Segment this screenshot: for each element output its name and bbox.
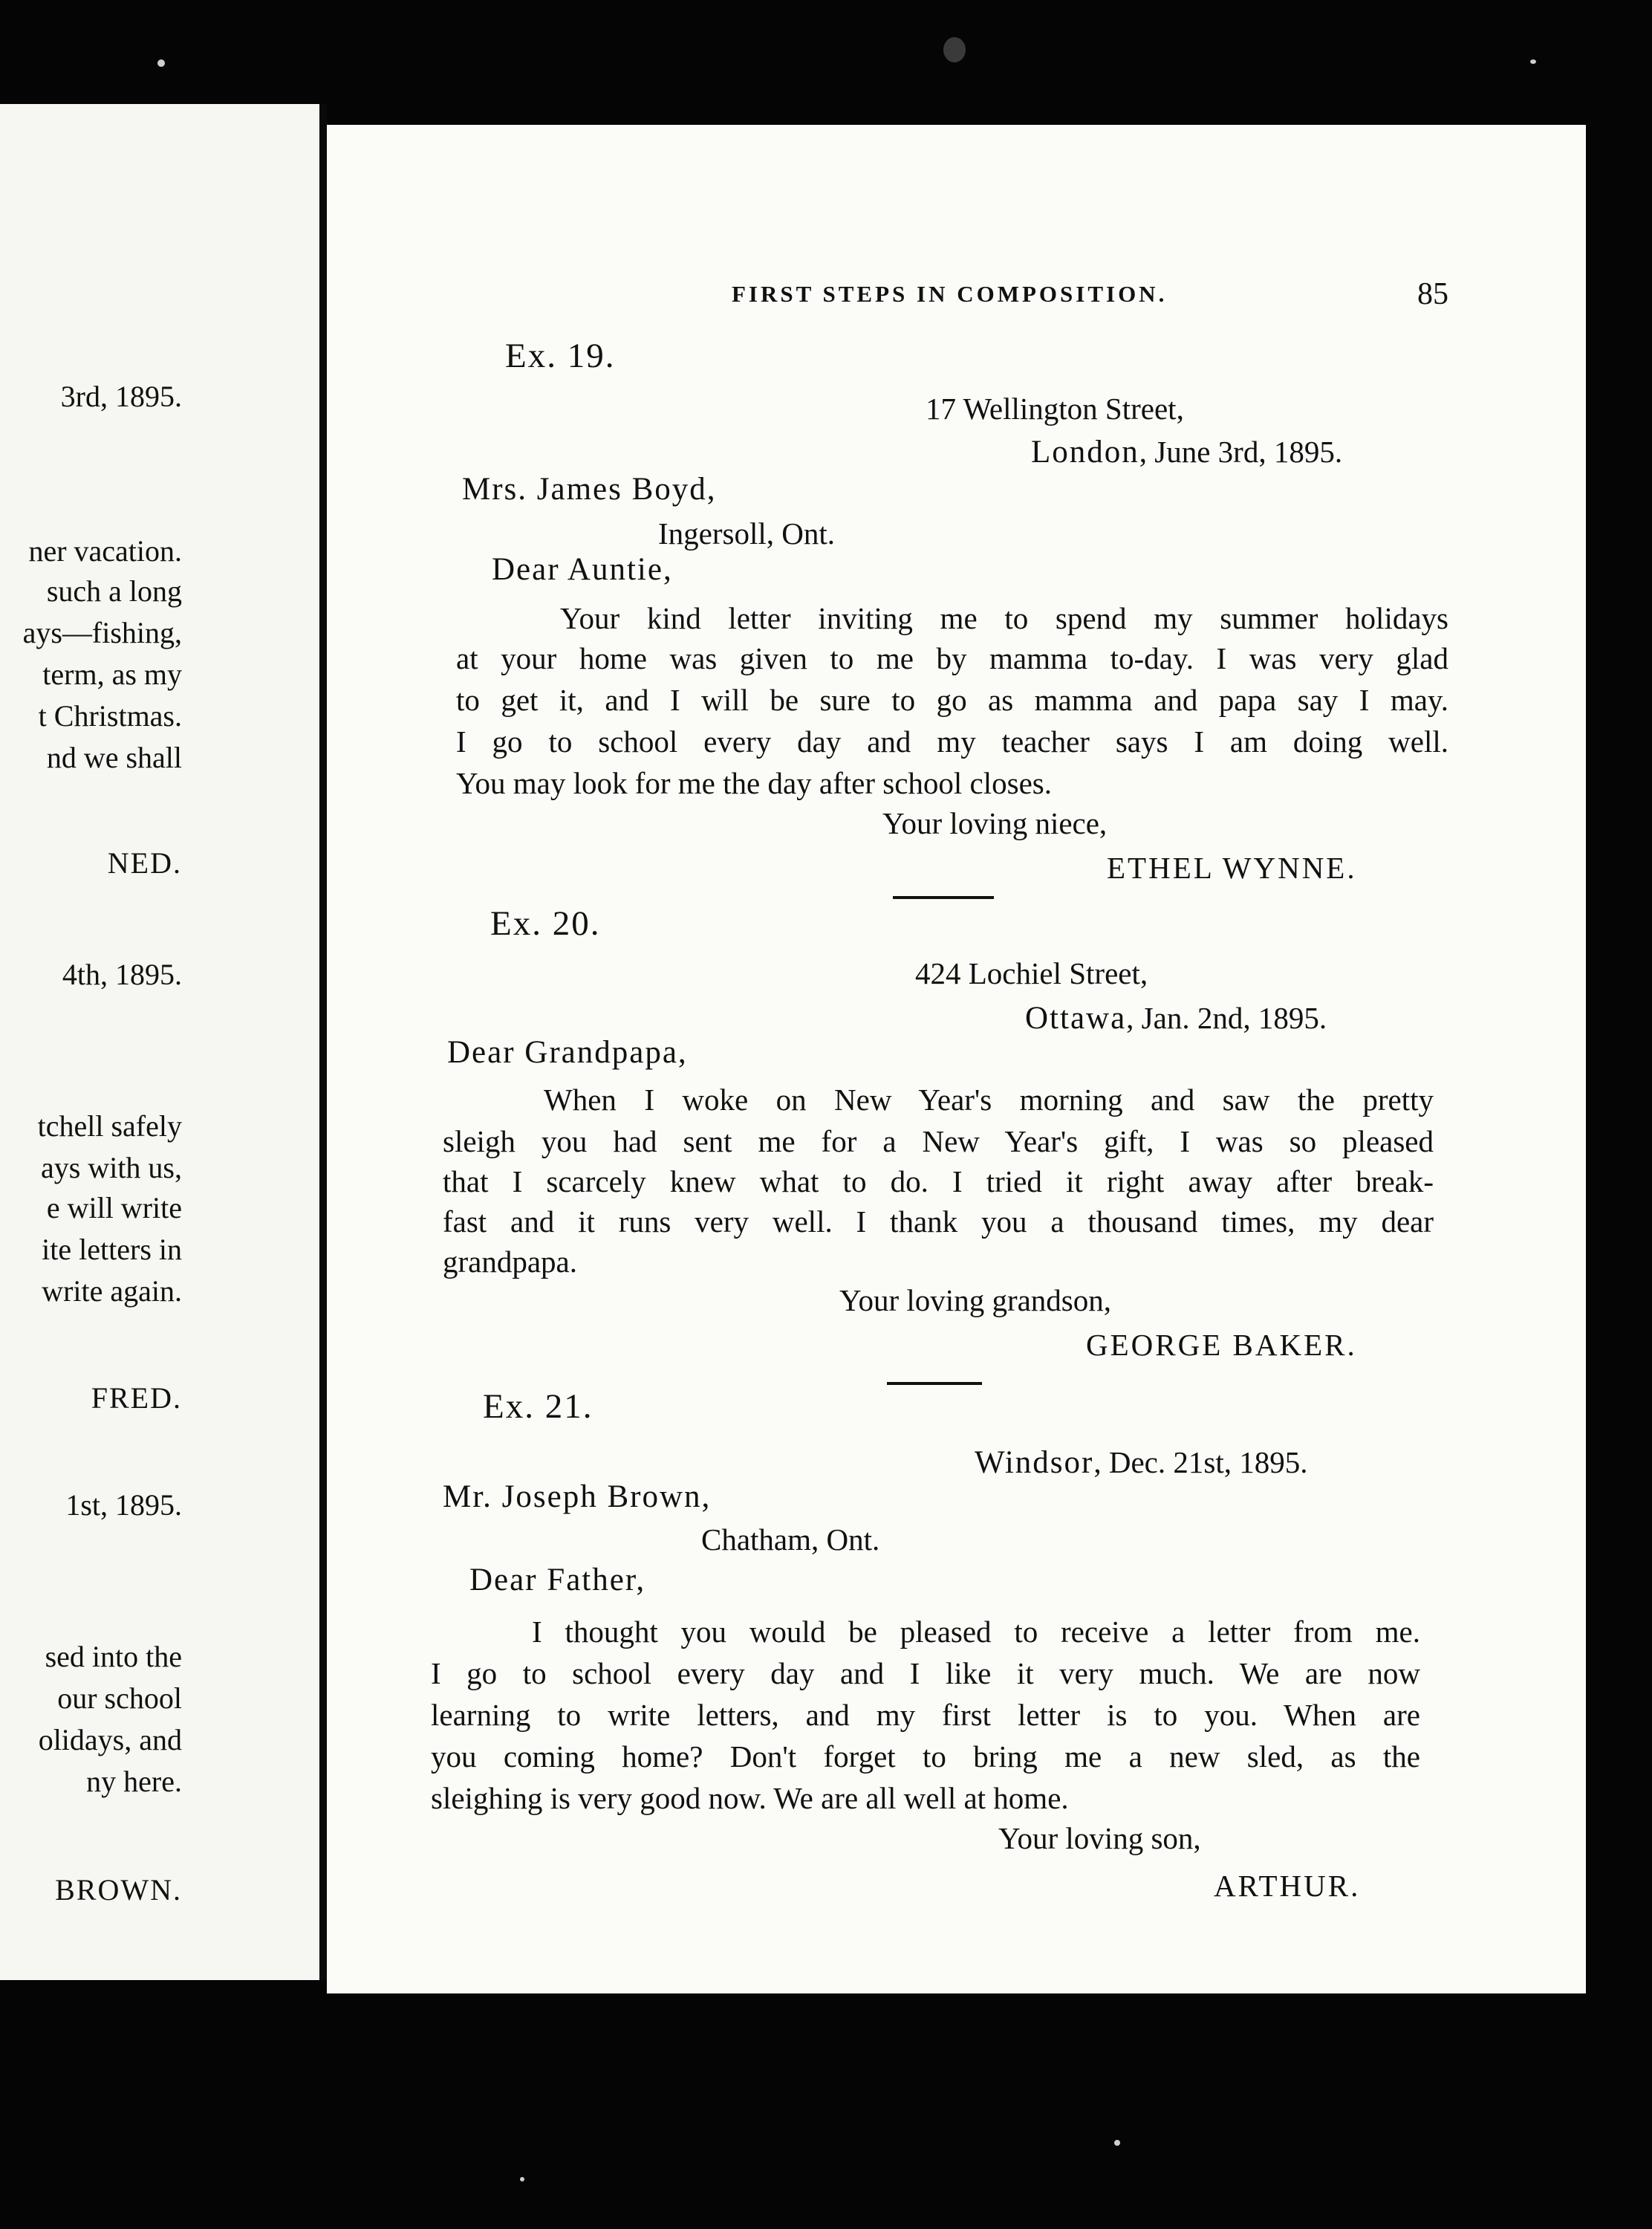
closing: Your loving son, <box>998 1821 1201 1855</box>
city-name: Windsor <box>975 1445 1094 1480</box>
signature: ETHEL WYNNE. <box>1107 851 1357 885</box>
body-line: sleigh you had sent me for a New Year's gift, I was so pleased <box>443 1124 1434 1158</box>
body-line: you coming home? Don't forget to bring me a new sled, as the <box>431 1739 1420 1774</box>
salutation: Dear Father, <box>469 1563 646 1597</box>
body-line: You may look for me the day after school closes. <box>456 766 1053 800</box>
scan-dust <box>1114 2140 1120 2146</box>
left-line: 3rd, 1895. <box>60 380 182 413</box>
body-line: Your kind letter inviting me to spend my summer holidays <box>560 601 1448 635</box>
scan-dust <box>520 2177 524 2181</box>
signature: GEORGE BAKER. <box>1086 1328 1357 1362</box>
closing: Your loving niece, <box>882 806 1108 840</box>
body-line: fast and it runs very well. I thank you a thousand times, my dear <box>443 1204 1434 1239</box>
exercise-label: Ex. 19. <box>505 337 616 375</box>
letter-date: , Jan. 2nd, 1895. <box>1126 1001 1327 1035</box>
left-line: our school <box>57 1681 182 1715</box>
salutation: Dear Auntie, <box>492 552 673 587</box>
address-street: 17 Wellington Street, <box>926 392 1184 426</box>
running-header: FIRST STEPS IN COMPOSITION. <box>732 281 1168 307</box>
left-line: nd we shall <box>46 741 182 774</box>
city-name: London <box>1031 435 1139 470</box>
body-line: When I woke on New Year's morning and saw the pretty <box>544 1083 1434 1117</box>
address-city-date <box>975 1444 1307 1481</box>
recipient-name: Mr. Joseph Brown, <box>443 1479 712 1514</box>
address-city-date <box>1025 1000 1327 1036</box>
address-street: 424 Lochiel Street, <box>915 956 1148 990</box>
left-line: ite letters in <box>42 1233 182 1266</box>
left-line: ays with us, <box>41 1151 182 1184</box>
left-signature: NED. <box>107 846 182 880</box>
letter-date: , June 3rd, 1895. <box>1139 435 1343 469</box>
section-divider <box>887 1382 982 1385</box>
left-line: sed into the <box>45 1640 182 1673</box>
left-line: t Christmas. <box>38 699 182 733</box>
left-signature: FRED. <box>91 1381 182 1415</box>
body-line: that I scarcely knew what to do. I tried it right away after break- <box>443 1164 1434 1198</box>
body-line: learning to write letters, and my first letter is to you. When are <box>431 1698 1420 1732</box>
left-line: write again. <box>42 1274 182 1308</box>
signature: ARTHUR. <box>1214 1869 1361 1903</box>
recipient-town: Ingersoll, Ont. <box>658 516 835 551</box>
exercise-label: Ex. 20. <box>490 904 601 943</box>
body-line: grandpapa. <box>443 1245 577 1279</box>
left-line: 1st, 1895. <box>65 1488 182 1522</box>
letter-date: , Dec. 21st, 1895. <box>1093 1445 1308 1479</box>
body-line: sleighing is very good now. We are all well at home. <box>431 1781 1069 1815</box>
left-line: tchell safely <box>37 1109 182 1143</box>
left-facing-page <box>0 104 319 1980</box>
city-name: Ottawa <box>1025 1001 1127 1036</box>
body-line: at your home was given to me by mamma to-day. I was very glad <box>456 641 1448 675</box>
book-gutter <box>319 104 327 1980</box>
body-line: to get it, and I will be sure to go as mamma and papa say I may. <box>456 683 1448 717</box>
section-divider <box>893 896 994 899</box>
left-line: olidays, and <box>38 1723 182 1756</box>
left-line: term, as my <box>42 658 182 691</box>
left-line: 4th, 1895. <box>62 958 182 991</box>
recipient-town: Chatham, Ont. <box>701 1522 880 1557</box>
left-signature: BROWN. <box>55 1873 182 1907</box>
left-line: such a long <box>46 574 182 608</box>
left-line: e will write <box>46 1191 182 1224</box>
left-line: ner vacation. <box>28 534 182 568</box>
body-line: I go to school every day and my teacher says I am doing well. <box>456 724 1448 759</box>
scan-dust <box>1530 59 1536 64</box>
page-number: 85 <box>1417 277 1448 311</box>
salutation: Dear Grandpapa, <box>447 1035 688 1070</box>
address-city-date <box>1031 434 1342 470</box>
body-line: I thought you would be pleased to receive a letter from me. <box>532 1615 1420 1649</box>
left-line: ays—fishing, <box>22 616 182 649</box>
recipient-name: Mrs. James Boyd, <box>462 472 717 507</box>
scan-dust <box>943 37 966 62</box>
exercise-label: Ex. 21. <box>483 1387 594 1426</box>
scan-dust <box>157 59 165 67</box>
closing: Your loving grandson, <box>839 1283 1111 1317</box>
body-line: I go to school every day and I like it very much. We are now <box>431 1656 1420 1690</box>
left-line: ny here. <box>86 1765 182 1798</box>
